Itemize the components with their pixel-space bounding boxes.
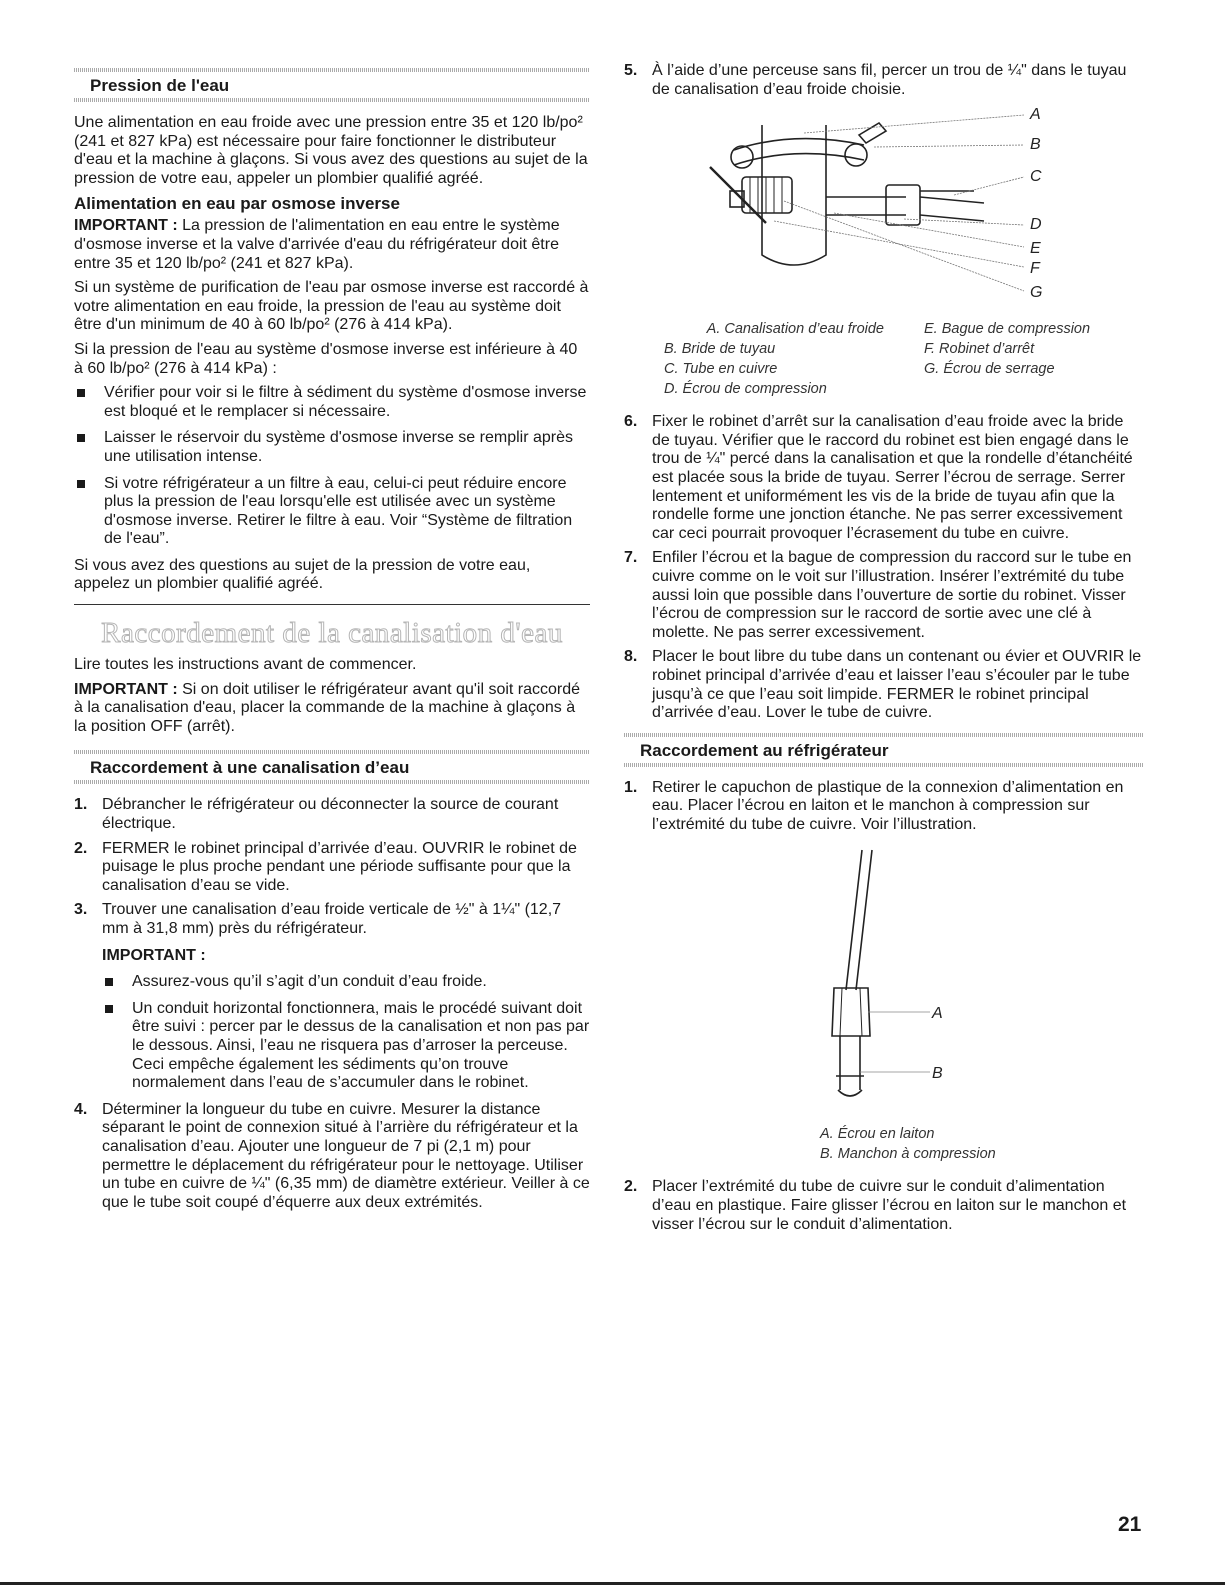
important-text: La pression de l'alimentation en eau entre le système d'osmose inverse et la valve d'arrivée d'eau du réfrigérateur doit être entre 35 et 120 lb/po² (241 et 827 kPa). <box>74 217 560 272</box>
step-text: Enfiler l’écrou et la bague de compression du raccord sur le tube en cuivre comme on le voit sur l’illustration. Insérer l’extrémité du tube aussi loin que possible dans l’ouverture de sortie du robinet. Visser l’écrou de compression sur le raccord de sortie avec une clé à molette. Ne pas serrer excessivement. <box>652 549 1132 641</box>
bullet-text: Si votre réfrigérateur a un filtre à eau, celui-ci peut réduire encore plus la pression de l'eau lorsqu'elle est utilisée avec un système d'osmose inverse. Retirer le filtre à eau. Voir “Système de filtration de l'eau”. <box>104 474 573 548</box>
fig1-letter: G <box>1030 284 1043 302</box>
caption-item: A. Canalisation d’eau froide <box>706 321 884 338</box>
step-3 <box>74 901 590 1092</box>
step-number: 8. <box>624 648 638 666</box>
list-item <box>74 475 590 549</box>
shutoff-valve-illustration <box>624 105 1144 315</box>
fig1-letter: E <box>1030 240 1041 258</box>
reverse-osmosis-bullets <box>74 384 590 549</box>
step-text: Débrancher le réfrigérateur ou déconnecter la source de courant électrique. <box>102 796 559 833</box>
bullet-square-icon <box>105 1005 113 1013</box>
step-text: Placer l’extrémité du tube de cuivre sur le conduit d’alimentation d’eau en plastique. Faire glisser l’écrou en laiton sur le manchon et visser l’écrou sur le conduit d’alimentation. <box>652 1178 1127 1233</box>
fig2-letter: B <box>932 1065 943 1083</box>
bullet-text: Laisser le réservoir du système d'osmose inverse se remplir après une utilisation intense. <box>104 429 574 465</box>
water-pressure-header <box>74 68 590 102</box>
fig1-captions-right <box>924 319 1090 399</box>
fig1-captions <box>624 319 1144 399</box>
important-label: IMPORTANT : <box>74 680 178 698</box>
bullet-square-icon <box>77 480 85 488</box>
step-number: 4. <box>74 1100 88 1118</box>
bullet-text: Vérifier pour voir si le filtre à sédiment du système d'osmose inverse est bloqué et le remplacer si nécessaire. <box>104 384 587 420</box>
step-text: Trouver une canalisation d’eau froide verticale de ½" à 1¼" (12,7 mm à 31,8 mm) près du réfrigérateur. <box>102 901 562 937</box>
right-column <box>624 62 1144 1240</box>
fridge-connect-heading: Raccordement au réfrigérateur <box>640 740 889 760</box>
fridge-steps-2 <box>624 1178 1144 1234</box>
step-text: Placer le bout libre du tube dans un contenant ou évier et OUVRIR le robinet principal d’arrivée d’eau et laisser l’eau s’écouler par le tube jusqu’à ce que l’eau soit limpide. FERMER le robinet principal d’arrivée d’eau. Lover le tube de cuivre. <box>652 648 1142 722</box>
caption-item: F. Robinet d’arrêt <box>924 341 1035 358</box>
fig1-letter: C <box>1030 168 1042 186</box>
step-number: 5. <box>624 62 638 79</box>
step-number: 2. <box>624 1178 638 1196</box>
caption-item: G. Écrou de serrage <box>924 361 1055 378</box>
step-7 <box>624 549 1144 642</box>
step-text: À l’aide d’une perceuse sans fil, percer un trou de ¼" dans le tuyau de canalisation d’eau froide choisie. <box>652 62 1127 98</box>
step-text: Déterminer la longueur du tube en cuivre. Mesurer la distance séparant le point de connexion situé à l’arrière du réfrigérateur et la canalisation d’eau. Ajouter une longueur de 7 pi (2,1 m) pour permettre le déplacement du réfrigérateur pour le nettoyage. Utiliser un tube en cuivre de ¼" (6,35 mm) de diamètre extérieur. Veiller à ce que le tube soit coupé d’équerre aux deux extrémités. <box>102 1100 590 1211</box>
caption-item: A. Écrou en laiton <box>820 1126 935 1143</box>
step-number: 3. <box>74 901 88 919</box>
bullet-square-icon <box>77 389 85 397</box>
reverse-osmosis-important <box>74 217 590 273</box>
fridge-connect-header <box>624 733 1144 767</box>
section-divider <box>74 604 590 605</box>
caption-item: D. Écrou de compression <box>664 381 827 398</box>
step-4 <box>74 1101 590 1213</box>
reverse-osmosis-p3: Si la pression de l'eau au système d'osmose inverse est inférieure à 40 à 60 lb/po² (276 à 414 kPa) : <box>74 340 578 377</box>
water-line-steps <box>74 796 590 1212</box>
list-item <box>74 384 590 421</box>
step-5 <box>624 62 1144 99</box>
steps-5 <box>624 62 1144 99</box>
caption-item: C. Tube en cuivre <box>664 361 778 378</box>
fig1-letter: B <box>1030 136 1041 154</box>
step-text: Fixer le robinet d’arrêt sur la canalisation d’eau froide avec la bride de tuyau. Vérifier que le raccord du robinet est bien engagé dans le trou de ¼" percé dans la canalisation et que la rondelle d’étanchéité est placée sous la bride de tuyau. Serrer l’écrou de serrage. Serrer lentement et uniformément les vis de la bride de tuyau afin que la rondelle forme une jonction étanche. Ne pas serrer excessivement car ceci pourrait provoquer l’écrasement du tube en cuivre. <box>652 413 1133 542</box>
fig1-letter: A <box>1030 106 1041 124</box>
fig1-letter: F <box>1030 260 1040 278</box>
fridge-step-1 <box>624 779 1144 835</box>
list-item <box>102 1000 590 1093</box>
shutoff-valve-figure <box>624 105 1144 315</box>
bullet-text: Un conduit horizontal fonctionnera, mais le procédé suivant doit être suivi : percer par le dessus de la canalisation et non pas par le dessous. Ainsi, l’eau ne risquera pas d’arroser la perceuse. Ceci empêche également les sédiments qu’on trouve normalement dans l’eau de s’accumuler dans le robinet. <box>132 999 590 1092</box>
step-number: 7. <box>624 549 638 567</box>
page-number: 21 <box>1118 1513 1142 1536</box>
step-number: 1. <box>74 796 88 814</box>
step-number: 6. <box>624 413 638 431</box>
fig1-letter: D <box>1030 216 1042 234</box>
bullet-square-icon <box>105 978 113 986</box>
step3-bullets <box>102 973 590 1093</box>
connect-intro: Lire toutes les instructions avant de commencer. <box>74 656 417 674</box>
step-number: 2. <box>74 839 88 857</box>
step-number: 1. <box>624 778 638 796</box>
water-pressure-text: Une alimentation en eau froide avec une pression entre 35 et 120 lb/po² (241 et 827 kPa) est nécessaire pour faire fonctionner le distributeur d'eau et la machine à glaçons. Si vous avez des questions au sujet de la pression de votre eau, appeler un plombier qualifié agréé. <box>74 114 588 187</box>
caption-item: B. Bride de tuyau <box>664 341 776 358</box>
water-line-header <box>74 750 590 784</box>
water-pressure-heading: Pression de l'eau <box>90 76 230 95</box>
brass-nut-figure <box>624 840 1144 1130</box>
step-2 <box>74 840 590 896</box>
fridge-step-2 <box>624 1178 1144 1234</box>
brass-nut-illustration <box>624 840 1144 1130</box>
step-6 <box>624 413 1144 543</box>
bullet-square-icon <box>77 434 85 442</box>
step-8 <box>624 648 1144 722</box>
caption-item: E. Bague de compression <box>924 321 1091 338</box>
reverse-osmosis-heading: Alimentation en eau par osmose inverse <box>74 194 400 214</box>
bullet-text: Assurez-vous qu’il s’agit d’un conduit d’eau froide. <box>132 973 487 991</box>
connect-important <box>74 681 590 737</box>
left-column <box>74 62 590 1218</box>
fig1-captions-left <box>624 319 884 399</box>
important-text: Si on doit utiliser le réfrigérateur avant qu'il soit raccordé à la canalisation d'eau, placer la commande de la machine à glaçons à la position OFF (arrêt). <box>74 680 581 735</box>
reverse-osmosis-p2: Si un système de purification de l'eau par osmose inverse est raccordé à votre alimentation en eau froide, la pression de l'eau au système doit être d'un minimum de 40 à 60 lb/po² (276 à 414 kPa). <box>74 279 589 334</box>
water-line-heading: Raccordement à une canalisation d’eau <box>90 758 410 778</box>
list-item <box>102 973 590 992</box>
list-item <box>74 429 590 466</box>
fig2-captions <box>624 1124 1144 1164</box>
step-text: Retirer le capuchon de plastique de la connexion d’alimentation en eau. Placer l’écrou en laiton et le manchon à compression sur l’extrémité du tube de cuivre. Voir l’illustration. <box>652 778 1124 833</box>
step-text: FERMER le robinet principal d’arrivée d’eau. OUVRIR le robinet de puisage le plus proche pendant une période suffisante pour que la canalisation d’eau se vide. <box>102 839 577 894</box>
important-label: IMPORTANT : <box>74 217 178 235</box>
caption-item: B. Manchon à compression <box>820 1146 996 1163</box>
fig2-letter: A <box>932 1005 943 1023</box>
connect-section-title: Raccordement de la canalisation d'eau <box>101 617 563 650</box>
fridge-steps-1 <box>624 779 1144 835</box>
step-1 <box>74 796 590 833</box>
step3-important: IMPORTANT : <box>102 946 206 964</box>
reverse-osmosis-p4: Si vous avez des questions au sujet de la pression de votre eau, appelez un plombier qualifié agréé. <box>74 556 531 593</box>
steps-6-8 <box>624 413 1144 723</box>
